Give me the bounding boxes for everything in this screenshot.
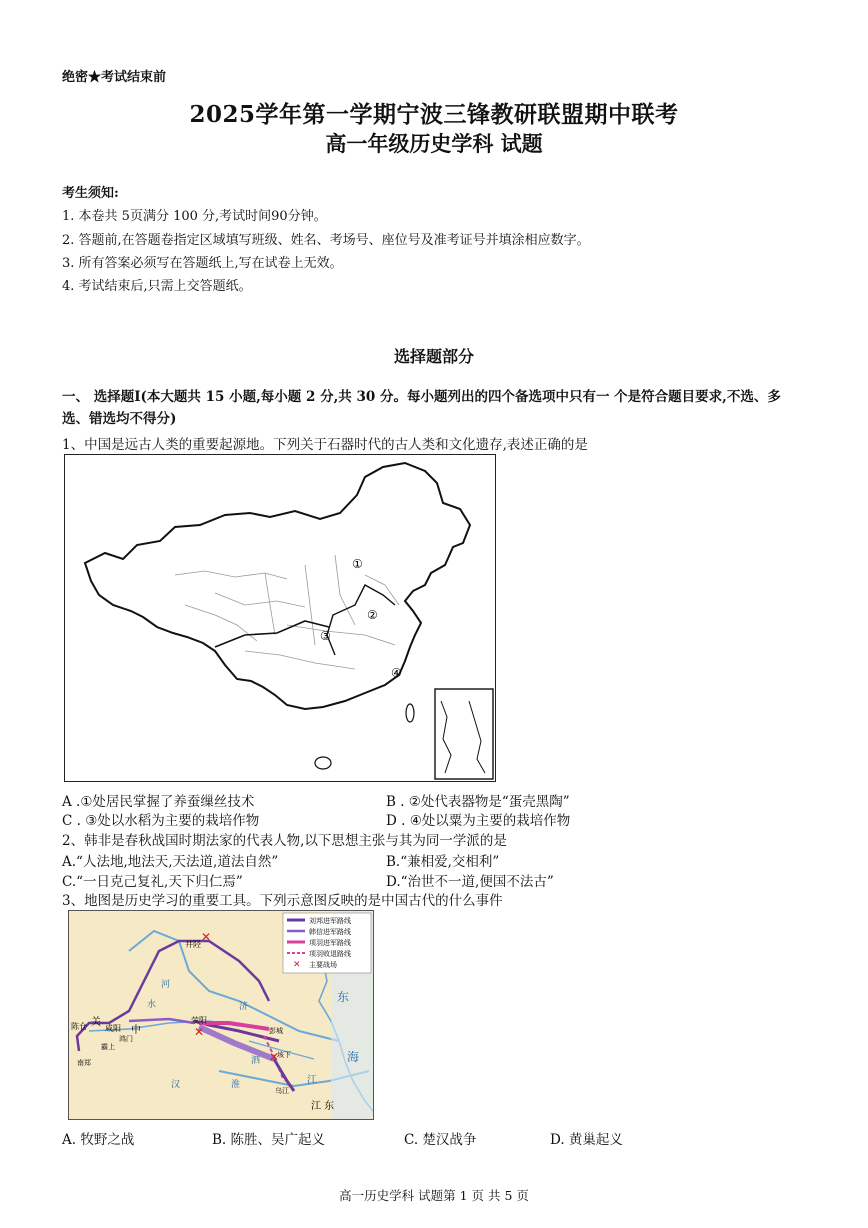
place-guan: 关 — [91, 1017, 101, 1028]
place-zhong: 中 — [131, 1025, 141, 1036]
q3-option-b: B. 陈胜、吴广起义 — [212, 1132, 326, 1148]
place-xingyang: 荥阳 — [191, 1016, 207, 1025]
river-label-ji: 济 — [239, 1002, 249, 1012]
river-label-jiang: 江 — [307, 1075, 317, 1086]
notice-item: 4. 考试结束后,只需上交答题纸。 — [62, 279, 252, 294]
sea-label-dong: 东 — [337, 990, 350, 1004]
map-marker-4: ④ — [391, 666, 402, 680]
river-label-si: 泗 — [251, 1056, 261, 1066]
q3-option-d: D. 黄巢起义 — [550, 1132, 623, 1148]
q2-option-d: D.“治世不一道,便国不法古” — [386, 874, 554, 890]
part-one-heading: 一、 选择题Ⅰ(本大题共 15 小题,每小题 2 分,共 30 分。每小题列出的四个备选项中只有一 个是符合题目要求,不选、多选、错选均不得分) — [62, 389, 781, 427]
map-marker-2: ② — [367, 608, 378, 622]
place-jingxing: 井陉 — [185, 940, 201, 949]
q1-option-d: D . ④处以粟为主要的栽培作物 — [386, 813, 571, 829]
question-1-stem: 1、中国是远古人类的重要起源地。下列关于石器时代的古人类和文化遗存,表述正确的是 — [62, 437, 588, 453]
section-title: 选择题部分 — [393, 347, 474, 366]
river-label-han: 汉 — [171, 1080, 181, 1090]
q1-option-c: C . ③处以水稻为主要的栽培作物 — [62, 813, 260, 829]
river-label-he: 河 — [161, 980, 171, 990]
q1-option-a: A .①处居民掌握了养蚕缫丝技术 — [62, 794, 255, 810]
confidential-mark: 绝密★考试结束前 — [62, 70, 167, 85]
question-3-stem: 3、地图是历史学习的重要工具。下列示意图反映的是中国古代的什么事件 — [62, 893, 503, 909]
svg-text:✕: ✕ — [293, 960, 301, 970]
map-marker-3: ③ — [320, 629, 331, 643]
river-label-shui: 水 — [147, 1000, 157, 1010]
chu-han-war-map-figure — [68, 910, 374, 1120]
place-wujiang: 乌江 — [275, 1087, 289, 1095]
place-xianyang: 咸阳 — [105, 1024, 121, 1033]
place-pengcheng: 彭城 — [269, 1027, 283, 1035]
legend-hanxin: 韩信进军路线 — [309, 928, 351, 936]
q1-option-b: B . ②处代表器物是“蛋壳黑陶” — [386, 794, 570, 810]
legend-xiangyu-retreat: 项羽败退路线 — [309, 950, 351, 958]
svg-text:✕: ✕ — [194, 1025, 205, 1039]
exam-title: 2025学年第一学期宁波三锋教研联盟期中联考 — [189, 101, 679, 128]
place-jiangdong: 江 东 — [311, 1101, 335, 1112]
notice-item: 1. 本卷共 5页满分 100 分,考试时间90分钟。 — [62, 209, 327, 224]
q3-option-a: A. 牧野之战 — [62, 1132, 135, 1148]
notice-heading: 考生须知: — [62, 186, 119, 201]
place-hongmen: 鸿门 — [119, 1035, 133, 1043]
place-gaixia: 垓下 — [277, 1051, 291, 1059]
legend-battlefield: 主要战场 — [309, 961, 337, 969]
exam-subtitle: 高一年级历史学科 试题 — [325, 131, 543, 156]
river-label-huai: 淮 — [231, 1080, 241, 1090]
page-footer: 高一历史学科 试题第 1 页 共 5 页 — [339, 1188, 529, 1203]
war-route-map — [69, 911, 373, 1119]
sea-label-hai: 海 — [347, 1050, 360, 1064]
place-chencang: 陈仓 — [71, 1022, 87, 1031]
q2-option-a: A.“人法地,地法天,天法道,道法自然” — [62, 854, 279, 870]
legend-xiangyu: 项羽进军路线 — [309, 939, 351, 947]
svg-text:✕: ✕ — [269, 1050, 280, 1064]
place-bashang: 霸上 — [101, 1043, 115, 1051]
q2-option-b: B.“兼相爱,交相利” — [386, 854, 500, 870]
q3-option-c: C. 楚汉战争 — [404, 1132, 477, 1148]
map-marker-1: ① — [352, 557, 363, 571]
place-nanzheng: 南郑 — [77, 1059, 91, 1067]
svg-text:✕: ✕ — [201, 930, 212, 944]
china-map-figure — [64, 454, 496, 782]
notice-item: 3. 所有答案必须写在答题纸上,写在试卷上无效。 — [62, 256, 343, 271]
notice-item: 2. 答题前,在答题卷指定区域填写班级、姓名、考场号、座位号及准考证号并填涂相应数字。 — [62, 233, 590, 248]
q2-option-c: C.“一日克己复礼,天下归仁焉” — [62, 874, 243, 890]
question-2-stem: 2、韩非是春秋战国时期法家的代表人物,以下思想主张与其为同一学派的是 — [62, 833, 507, 849]
legend-liubang: 刘邦进军路线 — [309, 917, 351, 925]
china-outline-map — [65, 455, 494, 780]
